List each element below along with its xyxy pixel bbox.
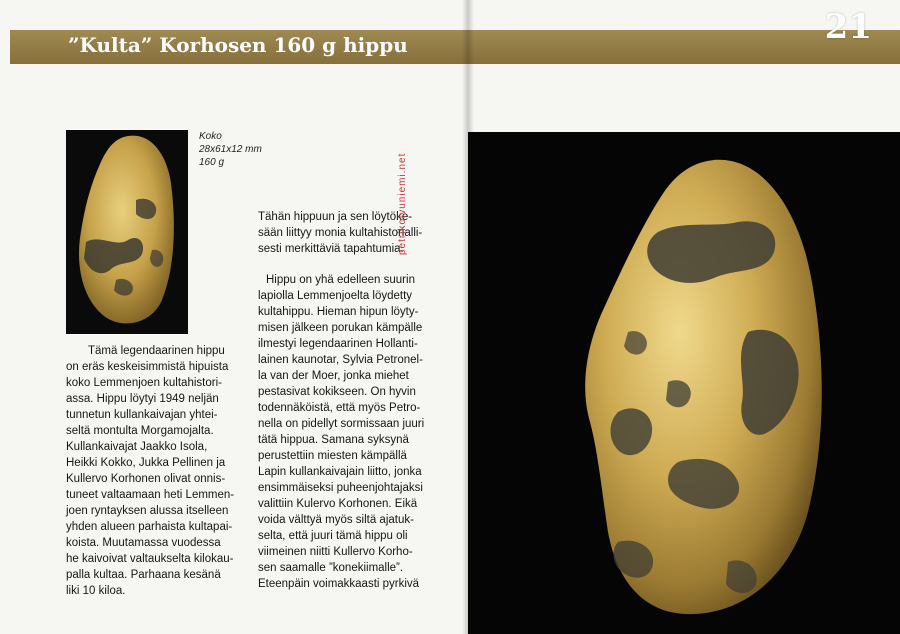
nugget-photo-large <box>468 132 900 634</box>
caption-dimensions: 28x61x12 mm <box>199 144 262 155</box>
text-line: tätä hippua. Samana syksynä <box>258 434 409 446</box>
text-line: lapiolla Lemmenjoelta löydetty <box>258 290 413 302</box>
text-line: on eräs keskeisimmistä hipuista <box>66 361 229 373</box>
text-line: misen jälkeen porukan kämpälle <box>258 322 423 334</box>
text-line: Eteenpäin voimakkaasti pyrkivä <box>258 578 420 590</box>
nugget-photo-small <box>66 130 188 334</box>
text-line: liki 10 kiloa. <box>66 585 126 597</box>
text-line: Kullervo Korhonen olivat onnis- <box>66 473 226 485</box>
text-line: assa. Hippu löytyi 1949 neljän <box>66 393 219 405</box>
text-line: Tämä legendaarinen hippu <box>88 345 225 357</box>
text-line: tunnetun kullankaivajan yhtei- <box>66 409 218 421</box>
text-line: viimeinen niitti Kullervo Korho- <box>258 546 413 558</box>
text-line: perustettiin miesten kämpällä <box>258 450 407 462</box>
text-line: voida välttyä myös siltä ajatuk- <box>258 514 414 526</box>
text-line: yhden alueen parhaista kultapai- <box>66 521 233 533</box>
text-line: he kaivoivat valtaukselta kilokau- <box>66 553 234 565</box>
text-line: sen saamalle ”konekiimalle”. <box>258 562 404 574</box>
photo-caption <box>199 130 262 169</box>
text-line: seltä montulta Morgamojalta. <box>66 425 214 437</box>
text-column-right <box>258 209 448 592</box>
text-line: Kullankaivajat Jaakko Isola, <box>66 441 208 453</box>
text-line: ensimmäiseksi puheenjohtajaksi <box>258 482 423 494</box>
text-line: koko Lemmenjoen kultahistori- <box>66 377 222 389</box>
text-line: la van der Moer, jonka miehet <box>258 370 409 382</box>
page-title: ”Kulta” Korhosen 160 g hippu <box>68 33 408 57</box>
text-line: ilmestyi legendaarinen Hollanti- <box>258 338 418 350</box>
gold-nugget-image <box>66 130 188 334</box>
caption-label: Koko <box>199 131 222 142</box>
text-line: selta, että juuri tämä hippu oli <box>258 530 408 542</box>
gold-nugget-image-large <box>468 132 900 634</box>
text-line: lainen kaunotar, Sylvia Petronel- <box>258 354 423 366</box>
text-line: Hippu on yhä edelleen suurin <box>266 274 415 286</box>
text-line: valittiin Kulervo Korhonen. Eikä <box>258 498 418 510</box>
text-line: Lapin kullankaivajain liitto, jonka <box>258 466 422 478</box>
text-line: tuneet valtaamaan heti Lemmen- <box>66 489 235 501</box>
text-line: kultahippu. Hieman hipun löyty- <box>258 306 419 318</box>
text-line: koista. Muutamassa vuodessa <box>66 537 221 549</box>
text-line: sesti merkittäviä tapahtumia. <box>258 243 404 255</box>
text-column-left <box>66 343 252 599</box>
page-number: 21 <box>824 7 872 47</box>
text-line: Tähän hippuun ja sen löytöke- <box>258 211 413 223</box>
text-line: nella on pidellyt sormissaan juuri <box>258 418 425 430</box>
right-page <box>468 0 900 634</box>
caption-weight: 160 g <box>199 157 225 168</box>
text-line: pestasivat kokikseen. On hyvin <box>258 386 416 398</box>
text-line: Heikki Kokko, Jukka Pellinen ja <box>66 457 226 469</box>
text-line: palla kultaa. Parhaana kesänä <box>66 569 221 581</box>
watermark-text: petrikoivuniemi.net <box>397 152 408 255</box>
text-line: todennäköistä, että myös Petro- <box>258 402 421 414</box>
text-line: joen ryntayksen alussa itselleen <box>66 505 229 517</box>
text-line: sään liittyy monia kultahistorialli- <box>258 227 423 239</box>
